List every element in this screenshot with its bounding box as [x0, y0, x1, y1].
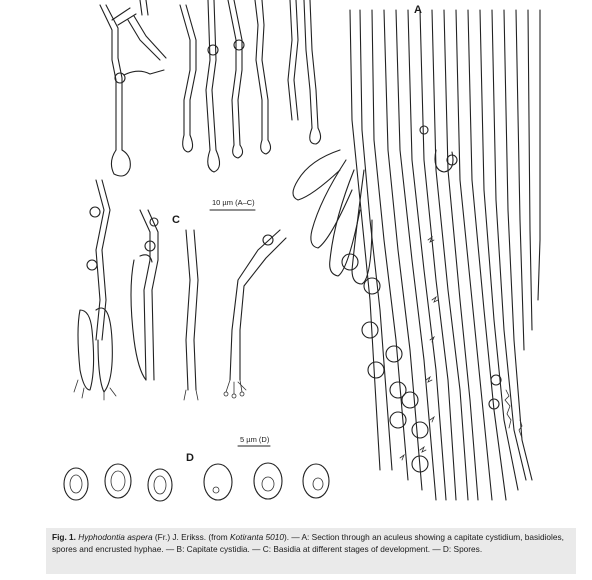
figure-caption	[52, 532, 572, 555]
panel-label-c: C	[172, 214, 180, 226]
panel-label-a: A	[414, 4, 422, 16]
panel-d-spores	[64, 463, 329, 501]
caption-authority: (Fr.) J. Erikss. (from	[154, 532, 228, 542]
scale-label-abc: 10 µm (A–C)	[212, 198, 255, 207]
caption-species: Hyphodontia aspera	[78, 532, 153, 542]
panel-label-d: D	[186, 452, 194, 464]
caption-specimen: Kotiranta 5010	[230, 532, 284, 542]
scale-label-d: 5 µm (D)	[240, 435, 270, 444]
panel-b-cystidia	[100, 0, 321, 176]
panel-c-basidia	[74, 180, 286, 400]
panel-a-aculeus-section	[293, 10, 540, 500]
caption-fig-label: Fig. 1.	[52, 532, 76, 542]
caption-description: ). — A: Section through an aculeus showing a capitate cystidium, basidioles, spores and encrusted hyphae. — B: Capitate cystidia. — C: Basidia at different stages of development. — D: Spores.	[52, 532, 564, 554]
